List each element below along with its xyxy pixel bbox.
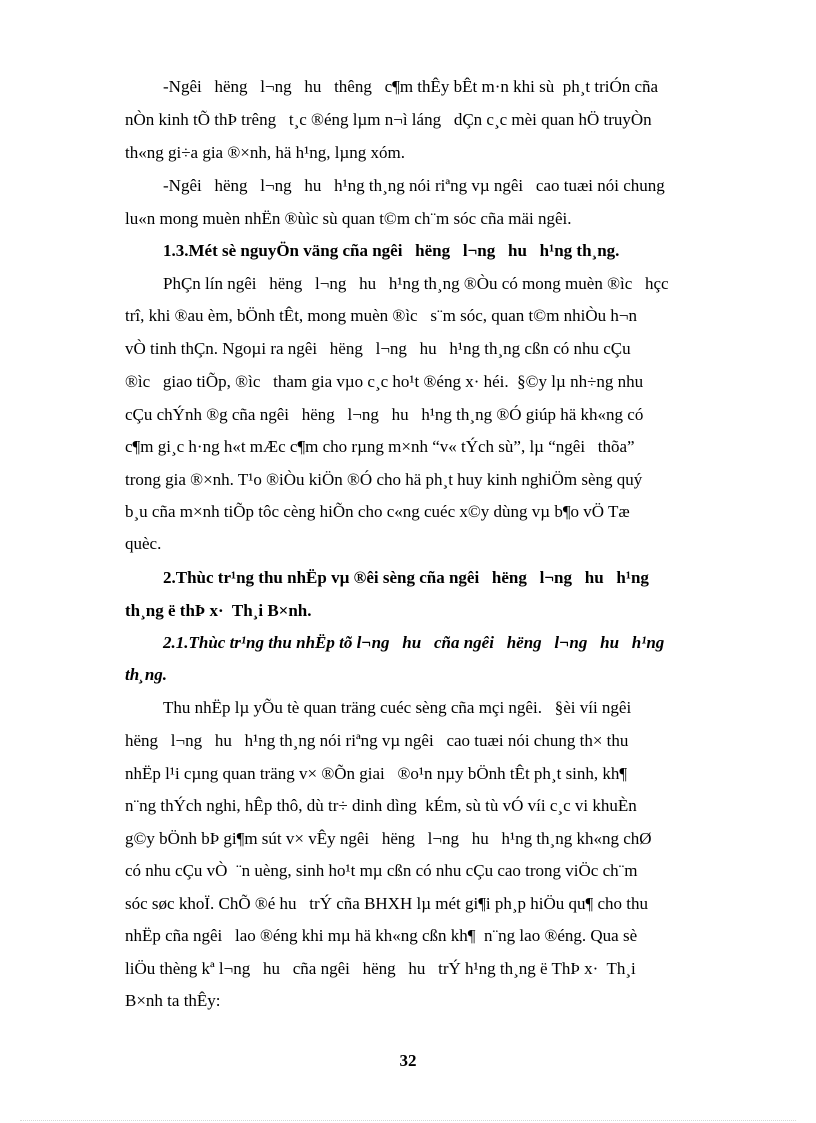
text-line: nhËp l¹i cµng quan träng v× ®Õn giai ®o¹n nµy bÖnh tÊt ph¸t sinh, kh¶ bbox=[125, 764, 628, 783]
text-line: trong gia ®×nh. T¹o ®iÒu kiÖn ®Ó cho hä ph¸t huy kinh nghiÖm sèng quý bbox=[125, 470, 643, 489]
text-line: sóc søc khoÏ. ChÕ ®é hu trÝ cña BHXH lµ mét gi¶i ph¸p hiÖu qu¶ cho thu bbox=[125, 894, 649, 913]
text-line: nhËp cña ngêi lao ®éng khi mµ hä kh«ng cßn kh¶ n¨ng lao ®éng. Qua sè bbox=[125, 926, 638, 945]
text-line: b¸u cña m×nh tiÕp tôc cèng hiÕn cho c«ng cuéc x©y dùng vµ b¶o vÖ Tæ bbox=[125, 502, 630, 521]
text-line: PhÇn lín ngêi hëng l¬ng hu h¹ng th¸ng ®Òu có mong muèn ®ìc hçc bbox=[163, 274, 669, 293]
section-heading: th¸ng ë thÞ x· Th¸i B×nh. bbox=[125, 601, 312, 620]
text-line: vÒ tinh thÇn. Ngoµi ra ngêi hëng l¬ng hu h¹ng th¸ng cßn có nhu cÇu bbox=[125, 339, 631, 358]
text-line: c¶m gi¸c h·ng h«t mÆc c¶m cho rµng m×nh “v« tÝch sù”, lµ “ngêi thõa” bbox=[125, 437, 635, 456]
text-line: cÇu chÝnh ®g cña ngêi hëng l¬ng hu h¹ng th¸ng ®Ó giúp hä kh«ng có bbox=[125, 405, 644, 424]
footer-divider bbox=[20, 1120, 796, 1121]
text-line: -Ngêi hëng l¬ng hu thêng c¶m thÊy bÊt m·n khi sù ph¸t triÓn cña bbox=[163, 77, 659, 96]
text-line: ®ìc giao tiÕp, ®ìc tham gia vµo c¸c ho¹t ®éng x· héi. §©y lµ nh÷ng nhu bbox=[125, 372, 644, 391]
text-line: nÒn kinh tÕ thÞ trêng t¸c ®éng lµm n¬ì láng dÇn c¸c mèi quan hÖ truyÒn bbox=[125, 110, 652, 129]
text-line: g©y bÖnh bÞ gi¶m sút v× vÊy ngêi hëng l¬ng hu h¹ng th¸ng kh«ng chØ bbox=[125, 829, 652, 848]
page-number: 32 bbox=[399, 1051, 417, 1070]
text-line: liÖu thèng kª l¬ng hu cña ngêi hëng hu trÝ h¹ng th¸ng ë ThÞ x· Th¸i bbox=[125, 959, 636, 978]
text-line: B×nh ta thÊy: bbox=[125, 991, 221, 1010]
text-line: n¨ng thÝch nghi, hÊp thô, dù tr÷ dinh dìng kÉm, sù tù vÓ víi c¸c vi khuÈn bbox=[125, 796, 637, 815]
section-heading: 2.Thùc tr¹ng thu nhËp vµ ®êi sèng cña ngêi hëng l¬ng hu h¹ng bbox=[163, 568, 649, 587]
text-line: th«ng gi÷a gia ®×nh, hä h¹ng, lµng xóm. bbox=[125, 143, 405, 162]
text-line: có nhu cÇu vÒ ¨n uèng, sinh ho¹t mµ cßn có nhu cÇu cao trong viÖc ch¨m bbox=[125, 861, 638, 880]
subsection-heading: 2.1.Thùc tr¹ng thu nhËp tõ l¬ng hu cña ngêi hëng l¬ng hu h¹ng bbox=[163, 633, 665, 652]
text-line: -Ngêi hëng l¬ng hu h¹ng th¸ng nói riªng vµ ngêi cao tuæi nói chung bbox=[163, 176, 665, 195]
section-heading: 1.3.Mét sè nguyÖn väng cña ngêi hëng l¬ng hu h¹ng th¸ng. bbox=[163, 241, 620, 260]
text-line: lu«n mong muèn nhËn ®ùìc sù quan t©m ch¨m sóc cña mäi ngêi. bbox=[125, 209, 572, 228]
text-line: quèc. bbox=[125, 534, 162, 553]
text-line: Thu nhËp lµ yÕu tè quan träng cuéc sèng cña mçi ngêi. §èi víi ngêi bbox=[163, 698, 632, 717]
text-line: hëng l¬ng hu h¹ng th¸ng nói riªng vµ ngêi cao tuæi nói chung th× thu bbox=[125, 731, 629, 750]
subsection-heading: th¸ng. bbox=[125, 665, 168, 684]
text-line: trî, khi ®au èm, bÖnh tÊt, mong muèn ®ìc s¨m sóc, quan t©m nhiÒu h¬n bbox=[125, 306, 638, 325]
